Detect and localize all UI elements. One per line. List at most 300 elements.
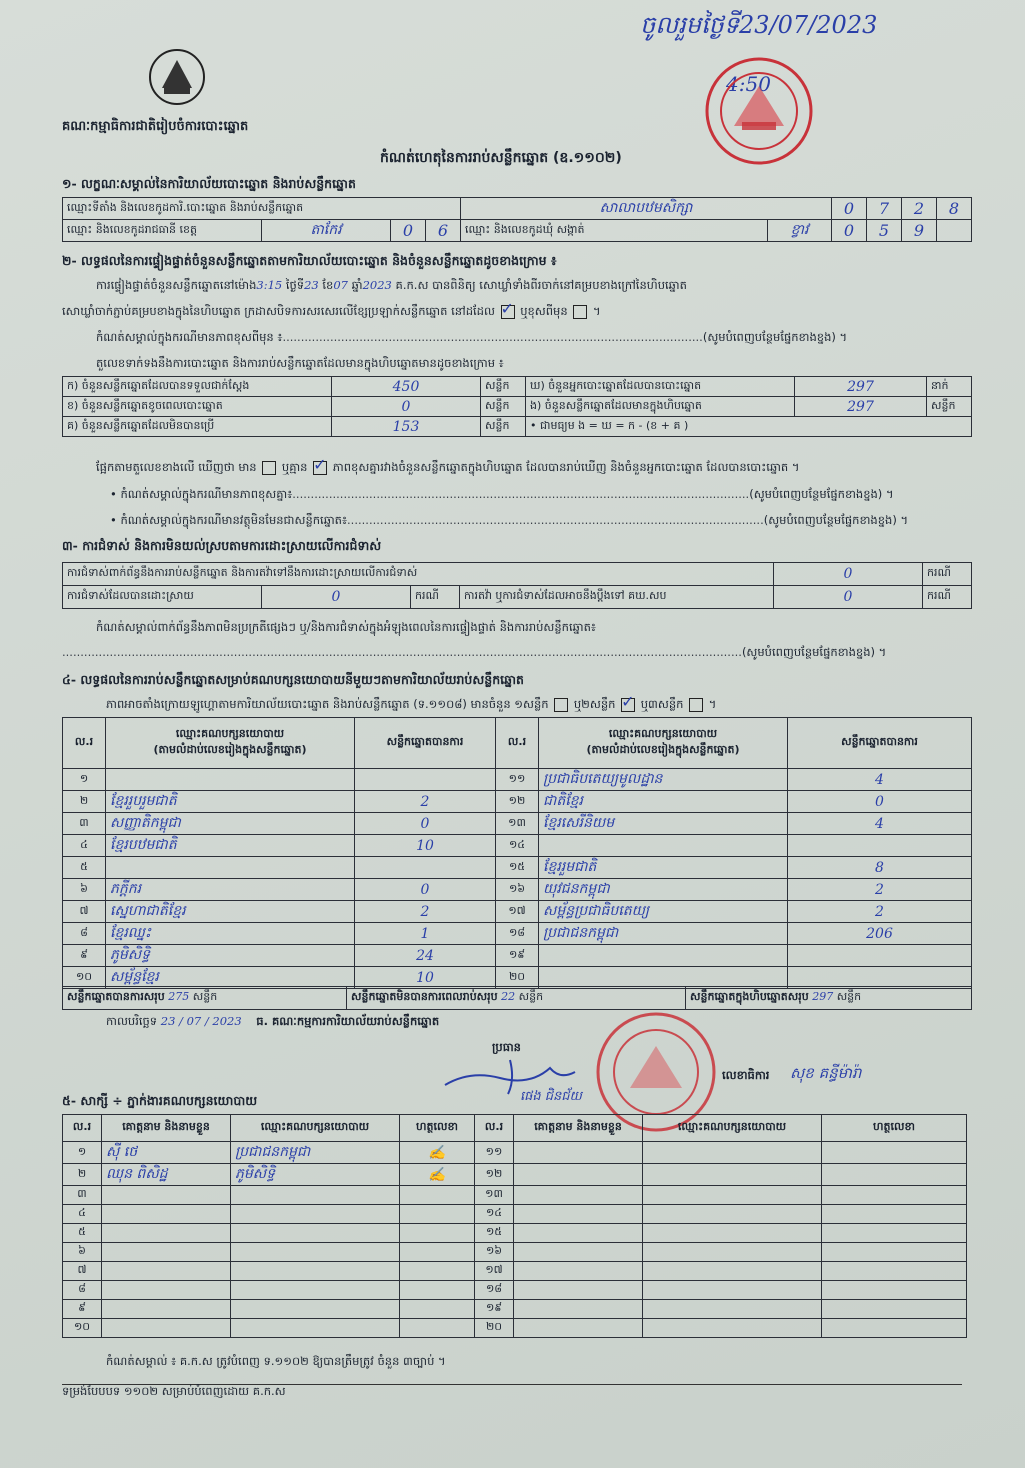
s2-l1b: ថ្ងៃទី: [285, 278, 305, 292]
witness-no: ៤: [63, 1205, 102, 1224]
result-party: សម្ព័ន្ធប្រជាធិបតេយ្យ: [539, 901, 788, 923]
witness-party: [231, 1205, 400, 1224]
result-no: ២: [63, 791, 106, 813]
s1-digit: 5: [867, 220, 902, 242]
result-no: ១៥: [496, 857, 539, 879]
s2-row-value: 153: [332, 417, 481, 437]
witness-no: ៨: [63, 1281, 102, 1300]
s1-row1-value: សាលាបឋមសិក្សា: [461, 198, 832, 220]
witness-no: ១៦: [475, 1243, 514, 1262]
witness-row: [63, 1205, 967, 1224]
result-votes: 10: [355, 967, 496, 989]
s3-row1-label: ការជំទាស់ពាក់ព័ន្ធនឹងការរាប់សន្លឹកឆ្នោត និងការតវ៉ាទៅនឹងការដោះស្រាយលើការជំទាស់: [63, 563, 774, 586]
s2-row-value: 450: [332, 377, 481, 397]
s2-formula: • ជាមធ្យម ង = ឃ = ក - (ខ + គ ): [526, 417, 972, 437]
witness-party: [231, 1224, 400, 1243]
result-party: ប្រជាជនកម្ពុជា: [539, 923, 788, 945]
s1-digit: 7: [867, 198, 902, 220]
witness-no: ១៩: [475, 1300, 514, 1319]
result-no: ១១: [496, 769, 539, 791]
col-no: ល.រ: [496, 718, 539, 769]
witness-party: [643, 1243, 822, 1262]
result-row: [63, 857, 972, 879]
result-row: [63, 769, 972, 791]
s3-unit: ករណី: [923, 563, 972, 586]
result-no: ៦: [63, 879, 106, 901]
witness-party: [231, 1262, 400, 1281]
witness-no: ១០: [63, 1319, 102, 1338]
witness-name: ស៊ី ថេ: [102, 1142, 231, 1164]
s2-line3: កំណត់សម្គាល់ក្នុងករណីមានភាពខុសពីមុន ៖...................................................................................................................(សូមបំពេញបន្ថែមផ្នែកខាងខ្នង) ។: [96, 330, 848, 344]
witness-sign: [400, 1281, 475, 1300]
result-row: [63, 813, 972, 835]
witness-row: [63, 1164, 967, 1186]
result-party: ភក្តីករ: [106, 879, 355, 901]
result-votes: 0: [788, 791, 972, 813]
witness-sign: [400, 1262, 475, 1281]
unit: សន្លឹក: [192, 990, 218, 1003]
chair-name: ផេង ជិនជ័យ: [520, 1089, 582, 1104]
witness-no: ៩: [63, 1300, 102, 1319]
witness-party: [231, 1243, 400, 1262]
witness-name: [514, 1224, 643, 1243]
witness-row: [63, 1186, 967, 1205]
col-party: [539, 718, 788, 769]
witness-party: [643, 1205, 822, 1224]
result-votes: 2: [788, 879, 972, 901]
witness-party: [231, 1281, 400, 1300]
result-party: ខ្មែរសេរីនិយម: [539, 813, 788, 835]
s4-sub: ភាពអាចតាំងក្រោយឡូហ្គោតាមការិយាល័យបោះឆ្នោត និងរាប់សន្លឹកឆ្នោត (ទ.១១០៨) មានចំនួន ១សន្លឹក: [106, 697, 549, 711]
witness-party: [231, 1186, 400, 1205]
date-label: កាលបរិច្ឆេទ: [106, 1014, 158, 1028]
witness-sign: [400, 1319, 475, 1338]
witness-no: ៧: [63, 1262, 102, 1281]
result-votes: 4: [788, 813, 972, 835]
witness-party: [643, 1186, 822, 1205]
s2-row-value2: 297: [795, 377, 927, 397]
col-party-title: ឈ្មោះគណបក្សនយោបាយ: [175, 727, 285, 740]
witness-name: [102, 1300, 231, 1319]
witness-sign: [822, 1300, 967, 1319]
witness-party: [231, 1300, 400, 1319]
result-no: ១៧: [496, 901, 539, 923]
s2-line1: [96, 278, 687, 295]
result-no: ៩: [63, 945, 106, 967]
different-checkbox[interactable]: [573, 305, 587, 319]
witness-party: [643, 1262, 822, 1281]
result-row: [63, 923, 972, 945]
witness-row: [63, 1142, 967, 1164]
s2-l1e: គ.ក.ស បានពិនិត្យ សោឃ្លាំទាំងពីរចាក់នៅគម្របខាងក្រៅនៃហិបឆ្នោត: [395, 278, 687, 292]
result-no: ១០: [63, 967, 106, 989]
unit: សន្លឹក: [836, 990, 862, 1003]
secretary-name: សុខ គន្ធីម៉ារ៉ា: [790, 1064, 862, 1082]
witness-sign: [822, 1281, 967, 1300]
witness-name: [514, 1319, 643, 1338]
result-party: ប្រជាធិបតេយ្យមូលដ្ឋាន: [539, 769, 788, 791]
witness-row: [63, 1262, 967, 1281]
witness-name: [514, 1186, 643, 1205]
result-row: [63, 879, 972, 901]
handwritten-time: 4:50: [726, 72, 771, 96]
result-party: ខ្មែររួមជាតិ: [539, 857, 788, 879]
committee-label: ធ. គណៈកម្មការការិយាល័យរាប់សន្លឹកឆ្នោត: [256, 1014, 440, 1028]
s3-unit: ករណី: [923, 586, 972, 609]
col-party-sub: (តាមលំដាប់លេខរៀងក្នុងសន្លឹកឆ្នោត): [153, 743, 307, 756]
w-col-name: គោត្តនាម និងនាមខ្លួន: [102, 1115, 231, 1142]
result-votes: 10: [355, 835, 496, 857]
witness-name: [102, 1224, 231, 1243]
section3-title: ៣- ការជំទាស់ និងការមិនយល់ស្របតាមការដោះស្រាយលើការជំទាស់: [62, 538, 382, 553]
col-party: [106, 718, 355, 769]
results-table: [62, 717, 972, 989]
date-line: [106, 1014, 439, 1031]
witness-party: [643, 1224, 822, 1243]
result-votes: [788, 835, 972, 857]
witness-sign: [400, 1243, 475, 1262]
handwritten-received-date: ចូលរួមថ្ងៃទី23/07/2023: [640, 11, 878, 39]
s2-row-unit: សន្លឹក: [481, 397, 526, 417]
witness-party: [643, 1319, 822, 1338]
s3-unit: ករណី: [411, 586, 460, 609]
witness-name: [514, 1262, 643, 1281]
s2-l5b: ឬគ្មាន: [281, 460, 308, 474]
witness-no: ២: [63, 1164, 102, 1186]
result-votes: 4: [788, 769, 972, 791]
result-no: ១៣: [496, 813, 539, 835]
s2-l2: សោឃ្លាំចាក់ភ្ជាប់គម្របខាងក្នុងនៃហិបឆ្នោត ក្រដាសបិទការសរសេរលើខ្សែប្រឡាក់សន្លឹកឆ្នោត នៅដដែល: [62, 304, 495, 318]
s1-row2-label2: ឈ្មោះ និងលេខកូដឃុំ សង្កាត់: [461, 220, 768, 242]
s2-row-label: ខ) ចំនួនសន្លឹកឆ្នោតខូចពេលបោះឆ្នោត: [63, 397, 332, 417]
total-valid: 275: [168, 990, 190, 1003]
s2-row-value2: 297: [795, 397, 927, 417]
witness-no: ១១: [475, 1142, 514, 1164]
col-votes: សន្លឹកឆ្នោតបានការ: [355, 718, 496, 769]
s2-l1c: ខែ: [322, 278, 334, 292]
s4-subtitle: ភាពអាចតាំងក្រោយឡូហ្គោតាមការិយាល័យបោះឆ្នោត និងរាប់សន្លឹកឆ្នោត (ទ.១១០៨) មានចំនួន ១សន្លឹក ឬ២សន្លឹក ✓ ឬ៣សន្លឹក ។: [106, 697, 716, 714]
witness-name: [514, 1281, 643, 1300]
total-box-cell: [686, 987, 972, 1010]
s3-row2-label2: ការតវ៉ា ឬការជំទាស់ដែលអាចនឹងប្តឹងទៅ គឃ.សប: [460, 586, 774, 609]
s1-digit: 0: [832, 198, 867, 220]
result-votes: 0: [355, 813, 496, 835]
s3-row2-label: ការជំទាស់ដែលបានដោះស្រាយ: [63, 586, 262, 609]
col-party-sub: (តាមលំដាប់លេខរៀងក្នុងសន្លឹកឆ្នោត): [586, 743, 740, 756]
year-value: 2023: [362, 278, 392, 292]
s2-row-label: ក) ចំនួនសន្លឹកឆ្នោតដែលបានទទួលជាក់ស្តែង: [63, 377, 332, 397]
s5-note: កំណត់សម្គាល់ ៖ គ.ក.ស ត្រូវបំពេញ ទ.១១០២ ឱ្យបានត្រឹមត្រូវ ចំនួន ៣ច្បាប់ ។: [106, 1354, 446, 1368]
witness-row: [63, 1300, 967, 1319]
witness-party: ភូមិសិទ្ធិ: [231, 1164, 400, 1186]
result-row: [63, 835, 972, 857]
s4-opt3: ឬ៣សន្លឹក: [640, 697, 684, 711]
witness-sign: [822, 1186, 967, 1205]
result-party: ភូមិសិទ្ធិ: [106, 945, 355, 967]
witness-sign: ✍: [400, 1142, 475, 1164]
official-seal-icon: [704, 56, 814, 166]
w-col-name: គោត្តនាម និងនាមខ្លួន: [514, 1115, 643, 1142]
same-checkbox[interactable]: [501, 305, 515, 319]
s1-digit: 0: [832, 220, 867, 242]
sheets2-checkbox[interactable]: [621, 698, 635, 712]
result-votes: [355, 769, 496, 791]
witness-no: ១: [63, 1142, 102, 1164]
unit: សន្លឹក: [518, 990, 544, 1003]
witness-name: [514, 1164, 643, 1186]
s1-row2-value2: ខ្វាវ: [768, 220, 832, 242]
form-footer: ទម្រង់បែបបទ ១១០២ សម្រាប់បំពេញដោយ គ.ក.ស: [62, 1384, 286, 1398]
result-no: ១៩: [496, 945, 539, 967]
s1-digit: 8: [937, 198, 972, 220]
s2-row-unit2: សន្លឹក: [927, 397, 972, 417]
result-votes: 1: [355, 923, 496, 945]
s1-digit: 0: [391, 220, 426, 242]
result-no: ១៨: [496, 923, 539, 945]
witness-no: ១២: [475, 1164, 514, 1186]
s2-l5c: ភាពខុសគ្នារវាងចំនួនសន្លឹកឆ្នោតក្នុងហិបឆ្នោត ដែលបានរាប់ឃើញ និងចំនួនអ្នកបោះឆ្នោត ដែលបានបោះឆ្នោត ។: [332, 460, 800, 474]
s2-l1d: ឆ្នាំ: [351, 278, 363, 292]
witness-body: [63, 1142, 967, 1338]
total-box: 297: [812, 990, 834, 1003]
section2-table: [62, 376, 972, 437]
witness-name: ឈុន ពិសិដ្ឋ: [102, 1164, 231, 1186]
s2-row-label: គ) ចំនួនសន្លឹកឆ្នោតដែលមិនបានប្រើ: [63, 417, 332, 437]
witness-no: ១៣: [475, 1186, 514, 1205]
s2-l2-opt: ឬខុសពីមុន: [520, 304, 568, 318]
result-votes: 206: [788, 923, 972, 945]
s1-row2-label: ឈ្មោះ និងលេខកូដរាជធានី ខេត្ត: [63, 220, 262, 242]
witness-sign: [822, 1262, 967, 1281]
section5-title: ៥- សាក្សី ÷ ភ្នាក់ងារគណបក្សនយោបាយ: [62, 1093, 258, 1108]
witness-sign: [400, 1186, 475, 1205]
witness-no: ៦: [63, 1243, 102, 1262]
s3-note-line: ..........................................................................................................................................................................................(សូមបំពេញបន្ថែមផ្នែកខាងខ្នង) ។: [62, 645, 887, 659]
results-body: [63, 769, 972, 989]
witness-no: ២០: [475, 1319, 514, 1338]
s2-l3: កំណត់សម្គាល់ក្នុងករណីមានភាពខុសពីមុន ៖: [96, 330, 283, 344]
witness-party: [231, 1319, 400, 1338]
result-no: ៥: [63, 857, 106, 879]
witness-sign: [400, 1205, 475, 1224]
result-votes: 2: [788, 901, 972, 923]
s3-row2-value2: 0: [774, 586, 923, 609]
witness-row: [63, 1319, 967, 1338]
s2-row-unit: សន្លឹក: [481, 377, 526, 397]
s1-digit: 2: [902, 198, 937, 220]
witness-table: [62, 1114, 967, 1338]
result-votes: 24: [355, 945, 496, 967]
result-votes: [355, 857, 496, 879]
result-row: [63, 791, 972, 813]
result-votes: 2: [355, 791, 496, 813]
s2-row-value: 0: [332, 397, 481, 417]
witness-party: ប្រជាជនកម្ពុជា: [231, 1142, 400, 1164]
witness-no: ៣: [63, 1186, 102, 1205]
witness-name: [102, 1243, 231, 1262]
witness-sign: [400, 1224, 475, 1243]
witness-sign: [822, 1164, 967, 1186]
witness-name: [514, 1243, 643, 1262]
witness-sign: ✍: [400, 1164, 475, 1186]
s2-l1a: ការផ្ទៀងផ្ទាត់ចំនួនសន្លឹកឆ្នោតនៅម៉ោង: [96, 278, 257, 292]
totals-table: [62, 986, 972, 1010]
witness-name: [102, 1186, 231, 1205]
see-back: (សូមបំពេញបន្ថែមផ្នែកខាងខ្នង) ។: [702, 330, 848, 344]
result-no: ៤: [63, 835, 106, 857]
witness-no: ១៤: [475, 1205, 514, 1224]
sheets1-checkbox[interactable]: [554, 698, 568, 712]
witness-name: [102, 1262, 231, 1281]
s2-l5: ផ្អែកតាមតួលេខខាងលើ ឃើញថា មាន: [96, 460, 257, 474]
s4-opt2: ឬ២សន្លឹក: [573, 697, 616, 711]
witness-party: [643, 1142, 822, 1164]
witness-name: [514, 1205, 643, 1224]
witness-sign: [822, 1243, 967, 1262]
witness-row: [63, 1243, 967, 1262]
section4-title: ៤- លទ្ធផលនៃការរាប់សន្លឹកឆ្នោតសម្រាប់គណបក្សនយោបាយនីមួយៗតាមការិយាល័យរាប់សន្លឹកឆ្នោត: [62, 672, 524, 687]
see-back: (សូមបំពេញបន្ថែមផ្នែកខាងខ្នង) ។: [741, 645, 887, 659]
witness-sign: [400, 1300, 475, 1319]
result-party: [539, 945, 788, 967]
result-party: ជាតិខ្មែរ: [539, 791, 788, 813]
witness-name: [514, 1142, 643, 1164]
total-invalid-label: សន្លឹកឆ្នោតមិនបានការពេលរាប់សរុប: [351, 990, 498, 1003]
witness-row: [63, 1224, 967, 1243]
witness-sign: [822, 1205, 967, 1224]
result-party: សម្ព័ន្ធខ្មែរ: [106, 967, 355, 989]
w-col-sign: ហត្ថលេខា: [400, 1115, 475, 1142]
result-no: ៨: [63, 923, 106, 945]
witness-sign: [822, 1224, 967, 1243]
s2-row-label2: ង) ចំនួនសន្លឹកឆ្នោតដែលមានក្នុងហិបឆ្នោត: [526, 397, 795, 417]
witness-no: ១៥: [475, 1224, 514, 1243]
s2-row: [63, 417, 972, 437]
witness-sign: [822, 1319, 967, 1338]
total-invalid: 22: [501, 990, 516, 1003]
org-name: គណៈកម្មាធិការជាតិរៀបចំការបោះឆ្នោត: [62, 119, 249, 134]
witness-party: [643, 1300, 822, 1319]
result-no: ២០: [496, 967, 539, 989]
s2-line5: [96, 460, 799, 477]
result-party: យុវជនកម្ពុជា: [539, 879, 788, 901]
result-votes: [788, 945, 972, 967]
form-title: កំណត់ហេតុនៃការរាប់សន្លឹកឆ្នោត (ឧ.១១០២): [380, 150, 622, 166]
result-no: ៣: [63, 813, 106, 835]
section2-title: ២- លទ្ធផលនៃការផ្ទៀងផ្ទាត់ចំនួនសន្លឹកឆ្នោតតាមការិយាល័យបោះឆ្នោត និងចំនួនសន្លឹកឆ្នោតដូចខាងក្រោម ៖: [62, 253, 557, 268]
col-no: ល.រ: [63, 718, 106, 769]
result-votes: 0: [355, 879, 496, 901]
witness-no: ១៨: [475, 1281, 514, 1300]
s1-row1-label: ឈ្មោះទីតាំង និងលេខកូដការិ.បោះឆ្នោត និងរាប់សន្លឹកឆ្នោត: [63, 198, 461, 220]
result-party: [106, 857, 355, 879]
day-value: 23: [304, 278, 319, 292]
result-party: [106, 769, 355, 791]
total-valid-cell: [63, 987, 347, 1010]
bullet2: • កំណត់សម្គាល់ក្នុងករណីមានវត្ថុមិនមែនជាសន្លឹកឆ្នោត៖: [110, 513, 348, 527]
total-box-label: សន្លឹកឆ្នោតក្នុងហិបឆ្នោតសរុប: [690, 990, 809, 1003]
s2-row-unit: សន្លឹក: [481, 417, 526, 437]
witness-name: [102, 1281, 231, 1300]
result-party: [539, 835, 788, 857]
w-col-party: ឈ្មោះគណបក្សនយោបាយ: [231, 1115, 400, 1142]
result-no: ១២: [496, 791, 539, 813]
witness-name: [102, 1205, 231, 1224]
witness-row: [63, 1281, 967, 1300]
witness-no: ១៧: [475, 1262, 514, 1281]
witness-party: [643, 1164, 822, 1186]
w-col-no: ល.រ: [475, 1115, 514, 1142]
total-valid-label: សន្លឹកឆ្នោតបានការសរុប: [67, 990, 165, 1003]
s2-bullet2: • កំណត់សម្គាល់ក្នុងករណីមានវត្ថុមិនមែនជាសន្លឹកឆ្នោត៖..................................................................................................................(សូមបំពេញបន្ថែមផ្នែកខាងខ្នង) ។: [110, 513, 909, 527]
has-diff-checkbox[interactable]: [262, 461, 276, 475]
witness-name: [514, 1300, 643, 1319]
col-party-title: ឈ្មោះគណបក្សនយោបាយ: [608, 727, 718, 740]
result-votes: 8: [788, 857, 972, 879]
s2-row: [63, 377, 972, 397]
witness-party: [643, 1281, 822, 1300]
result-party: ស្នេហាជាតិខ្មែរ: [106, 901, 355, 923]
result-no: ៧: [63, 901, 106, 923]
see-back: (សូមបំពេញបន្ថែមផ្នែកខាងខ្នង) ។: [763, 513, 909, 527]
witness-no: ៥: [63, 1224, 102, 1243]
time-value: 3:15: [256, 278, 283, 292]
w-col-no: ល.រ: [63, 1115, 102, 1142]
result-no: ១: [63, 769, 106, 791]
no-diff-checkbox[interactable]: [313, 461, 327, 475]
result-no: ១៤: [496, 835, 539, 857]
w-col-party: ឈ្មោះគណបក្សនយោបាយ: [643, 1115, 822, 1142]
s1-digit: 9: [902, 220, 937, 242]
s3-row1-value: 0: [774, 563, 923, 586]
result-party: សញ្ញាតិកម្ពុជា: [106, 813, 355, 835]
s3-note: កំណត់សម្គាល់ពាក់ព័ន្ធនឹងភាពមិនប្រក្រតីផ្សេងៗ ឬ/និងការជំទាស់ក្នុងអំឡុងពេលនៃការផ្ទៀងផ្ទាត់ និងការរាប់សន្លឹកឆ្នោត៖: [96, 620, 596, 634]
s2-row: [63, 397, 972, 417]
result-no: ១៦: [496, 879, 539, 901]
section3-table: [62, 562, 972, 609]
nec-logo-icon: [148, 48, 206, 106]
s3-row2-value: 0: [262, 586, 411, 609]
s2-line2: សោឃ្លាំចាក់ភ្ជាប់គម្របខាងក្នុងនៃហិបឆ្នោត ក្រដាសបិទការសរសេរលើខ្សែប្រឡាក់សន្លឹកឆ្នោត នៅដដែល ✓ ឬខុសពីមុន ។: [62, 304, 601, 321]
witness-name: [102, 1319, 231, 1338]
sheets3-checkbox[interactable]: [689, 698, 703, 712]
see-back: (សូមបំពេញបន្ថែមផ្នែកខាងខ្នង) ។: [749, 487, 894, 501]
secretary-label: លេខាធិការ: [722, 1068, 770, 1082]
date-value: 23 / 07 / 2023: [160, 1014, 242, 1028]
s2-bullet1: • កំណត់សម្គាល់ក្នុងករណីមានភាពខុសគ្នា៖.............................................................................................................................(សូមបំពេញបន្ថែមផ្នែកខាងខ្នង) ។: [110, 487, 894, 501]
month-value: 07: [333, 278, 348, 292]
w-col-sign: ហត្ថលេខា: [822, 1115, 967, 1142]
total-invalid-cell: [347, 987, 686, 1010]
result-row: [63, 945, 972, 967]
s1-row2-value: តាកែវ: [262, 220, 391, 242]
chair-label: ប្រធាន: [492, 1040, 521, 1054]
s2-row-label2: ឃ) ចំនួនអ្នកបោះឆ្នោតដែលបានបោះឆ្នោត: [526, 377, 795, 397]
s1-digit: 6: [426, 220, 461, 242]
s1-digit-empty: [937, 220, 972, 242]
result-party: ខ្មែរឈ្នះ: [106, 923, 355, 945]
s2-row-unit2: នាក់: [927, 377, 972, 397]
result-row: [63, 901, 972, 923]
section1-title: ១- លក្ខណៈសម្គាល់នៃការិយាល័យបោះឆ្នោត និងរាប់សន្លឹកឆ្នោត: [62, 176, 356, 191]
col-votes: សន្លឹកឆ្នោតបានការ: [788, 718, 972, 769]
result-votes: 2: [355, 901, 496, 923]
witness-sign: [822, 1142, 967, 1164]
result-party: ខ្មែរបឋមជាតិ: [106, 835, 355, 857]
section1-table: [62, 197, 972, 242]
bullet1: • កំណត់សម្គាល់ក្នុងករណីមានភាពខុសគ្នា៖: [110, 487, 293, 501]
result-party: ខ្មែររួបរួមជាតិ: [106, 791, 355, 813]
